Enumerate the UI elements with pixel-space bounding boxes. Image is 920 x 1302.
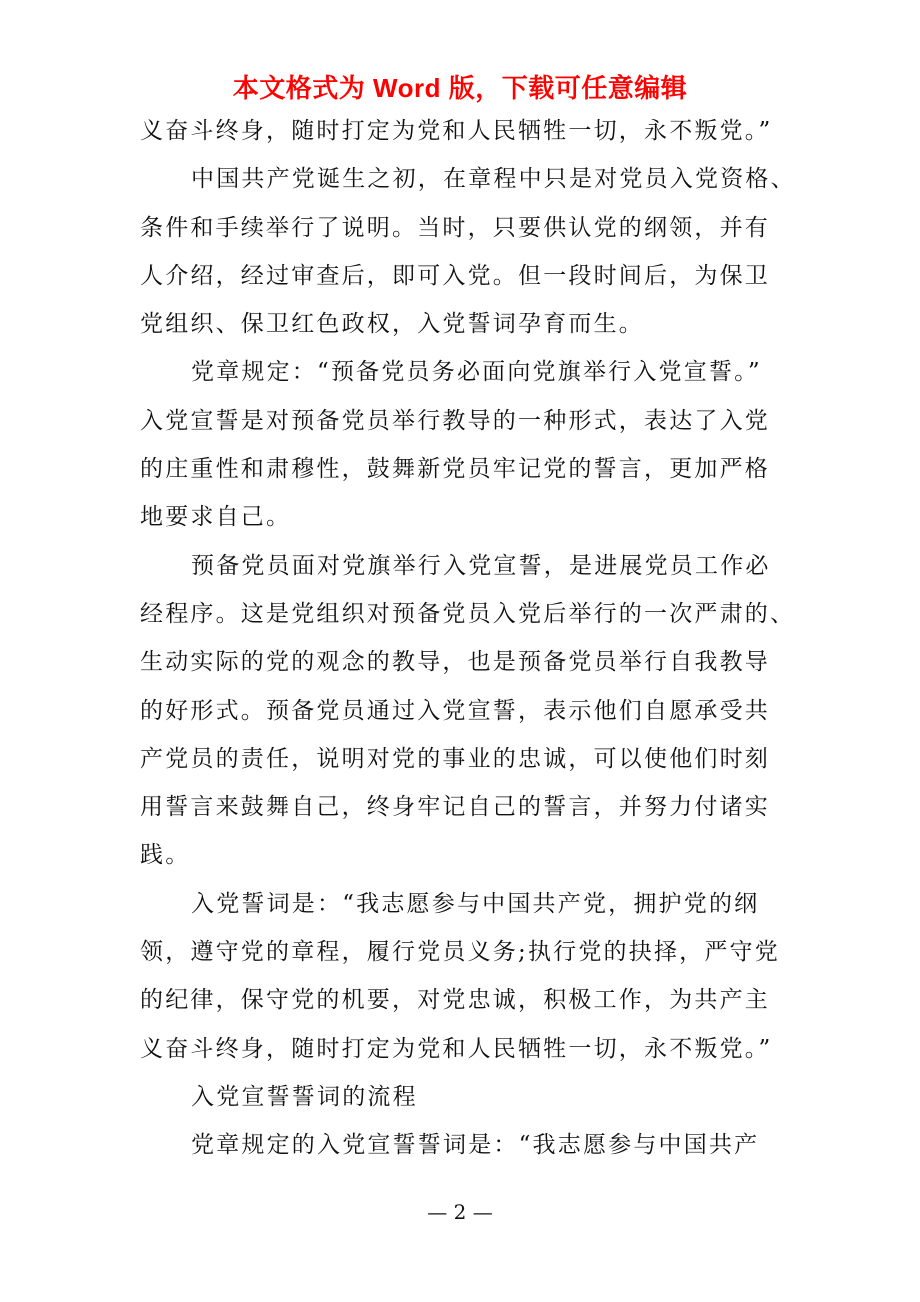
text-line: 的庄重性和肃穆性，鼓舞新党员牢记党的誓言，更加严格 <box>140 456 770 483</box>
text-line: 领，遵守党的章程，履行党员义务;执行党的抉择，严守党 <box>140 939 780 966</box>
paragraph-start: 入党誓词是：“我志愿参与中国共产党，拥护党的纲 <box>191 890 760 917</box>
text-line: 入党宣誓是对预备党员举行教导的一种形式，表达了入党 <box>140 407 770 434</box>
text-line: 党组织、保卫红色政权，入党誓词孕育而生。 <box>140 311 644 338</box>
text-line: 义奋斗终身，随时打定为党和人民牺牲一切，永不叛党。” <box>140 118 773 144</box>
section-heading: 入党宣誓誓词的流程 <box>191 1083 418 1110</box>
paragraph-start: 党章规定的入党宣誓誓词是：“我志愿参与中国共产 <box>191 1132 760 1159</box>
paragraph-start: 党章规定：“预备党员务必面向党旗举行入党宣誓。” <box>191 359 762 386</box>
text-line: 的纪律，保守党的机要，对党忠诚，积极工作，为共产主 <box>140 987 770 1014</box>
paragraph-start: 预备党员面对党旗举行入党宣誓，是进展党员工作必 <box>191 552 771 579</box>
text-line: 用誓言来鼓舞自己，终身牢记自己的誓言，并努力付诸实 <box>140 794 770 821</box>
text-line: 产党员的责任，说明对党的事业的忠诚，可以使他们时刻 <box>140 745 770 772</box>
text-line: 义奋斗终身，随时打定为党和人民牺牲一切，永不叛党。” <box>140 1035 773 1062</box>
text-line: 的好形式。预备党员通过入党宣誓，表示他们自愿承受共 <box>140 697 770 724</box>
paragraph-start: 中国共产党诞生之初，在章程中只是对党员入党资格、 <box>191 166 796 193</box>
text-line: 生动实际的党的观念的教导，也是预备党员举行自我教导 <box>140 649 770 676</box>
text-line: 践。 <box>140 842 191 869</box>
text-line: 人介绍，经过审查后，即可入党。但一段时间后，为保卫 <box>140 262 770 289</box>
document-banner: 本文格式为 Word 版，下载可任意编辑 <box>232 73 688 103</box>
page-number: — 2 — <box>427 1200 493 1224</box>
text-line: 条件和手续举行了说明。当时，只要供认党的纲领，并有 <box>140 214 770 241</box>
document-body <box>140 107 796 1170</box>
text-line: 经程序。这是党组织对预备党员入党后举行的一次严肃的、 <box>140 600 796 627</box>
text-line: 地要求自己。 <box>140 504 292 531</box>
